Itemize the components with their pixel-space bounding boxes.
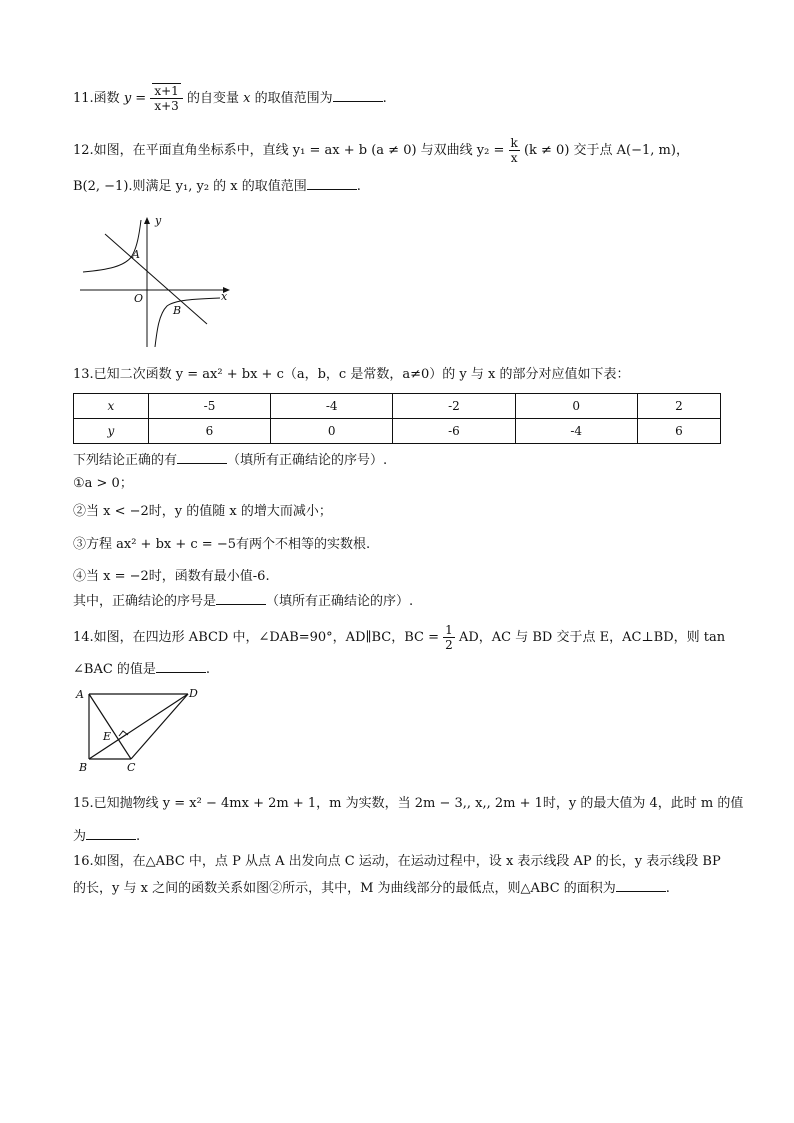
point-a-label: A xyxy=(132,248,140,261)
answer-blank-11[interactable] xyxy=(333,88,383,102)
origin-label: O xyxy=(134,292,144,305)
answer-blank-14[interactable] xyxy=(156,659,206,673)
hyperbola-branch-right xyxy=(155,298,220,347)
question-13-closing: 其中，正确结论的序号是 （填所有正确结论的序）. xyxy=(73,591,413,612)
line-y1 xyxy=(105,234,207,324)
question-15-line2: 为 . xyxy=(73,826,140,847)
value-table xyxy=(73,393,721,444)
table-row-x: x -5 -4 -2 0 2 xyxy=(74,394,721,419)
answer-blank-15[interactable] xyxy=(86,826,136,840)
y-axis-label: y xyxy=(155,214,162,227)
question-16-line2: 的长，y 与 x 之间的函数关系如图②所示，其中，M 为曲线部分的最低点，则△ABC 的面积为 . xyxy=(73,878,670,899)
hyperbola-branch-left xyxy=(83,220,141,272)
point-b-label: B xyxy=(79,761,88,774)
question-13-prompt: 下列结论正确的有 （填所有正确结论的序号）. xyxy=(73,450,387,471)
x-axis-label: x xyxy=(221,290,228,303)
question-15-line1: 15.已知抛物线 y = x² − 4mx + 2m + 1，m 为实数，当 2m − 3,, x,, 2m + 1时，y 的最大值为 4，此时 m 的值 xyxy=(73,796,744,811)
question-16-line1: 16.如图，在△ABC 中，点 P 从点 A 出发向点 C 运动，在运动过程中，设 x 表示线段 AP 的长，y 表示线段 BP xyxy=(73,854,721,869)
q11-fraction xyxy=(150,84,182,113)
option-1: ①a > 0； xyxy=(73,476,133,491)
point-e-label: E xyxy=(103,730,112,743)
answer-blank-16[interactable] xyxy=(616,878,666,892)
q12-fraction: $\frac{k}{x}$ xyxy=(510,136,518,165)
answer-blank-13a[interactable] xyxy=(177,450,227,464)
segment-bd xyxy=(89,694,188,759)
q11-numerator: x+1 xyxy=(154,84,179,98)
q14-figure xyxy=(73,684,208,776)
q12-figure xyxy=(75,212,235,352)
y-axis-arrow xyxy=(144,217,150,224)
point-b-label: B xyxy=(173,304,182,317)
question-11: 11.函数 y = $\frac{x+1}{x+3}$ 的自变量 x 的取值范围为 . xyxy=(73,84,387,113)
point-a-label: A xyxy=(76,688,84,701)
question-14-line1: 14.如图，在四边形 ABCD 中，∠DAB=90°，AD∥BC，BC = $\frac{1}{2}$ AD，AC 与 BD 交于点 E，AC⊥BD，则 tan xyxy=(73,623,726,652)
question-14-line2: ∠BAC 的值是 . xyxy=(73,659,210,680)
question-12-line2: B(2, −1).则满足 y₁, y₂ 的 x 的取值范围 . xyxy=(73,176,361,197)
option-2: ②当 x < −2时，y 的值随 x 的增大而减小； xyxy=(73,504,332,519)
option-4: ④当 x = −2时，函数有最小值-6. xyxy=(73,569,270,584)
option-3: ③方程 ax² + bx + c = −5有两个不相等的实数根. xyxy=(73,537,371,552)
answer-blank-12[interactable] xyxy=(307,176,357,190)
point-c-label: C xyxy=(127,761,136,774)
question-12-line1: 12.如图，在平面直角坐标系中，直线 y₁ = ax + b (a ≠ 0) 与双曲线 y₂ = $\frac{k}{x}$ (k ≠ 0) 交于点 A(−1, m)， xyxy=(73,136,689,165)
right-angle-mark xyxy=(119,731,128,736)
q14-fraction: $\frac{1}{2}$ xyxy=(445,623,453,652)
func-lhs: y = xyxy=(123,91,147,106)
question-13-stem: 13.已知二次函数 y = ax² + bx + c（a，b，c 是常数，a≠0）的 y 与 x 的部分对应值如下表： xyxy=(73,367,630,382)
table-row-y: y 6 0 -6 -4 6 xyxy=(74,419,721,444)
segment-ac xyxy=(89,694,131,759)
answer-blank-13b[interactable] xyxy=(216,591,266,605)
q11-denominator: x+3 xyxy=(154,99,179,113)
point-d-label: D xyxy=(189,687,198,700)
